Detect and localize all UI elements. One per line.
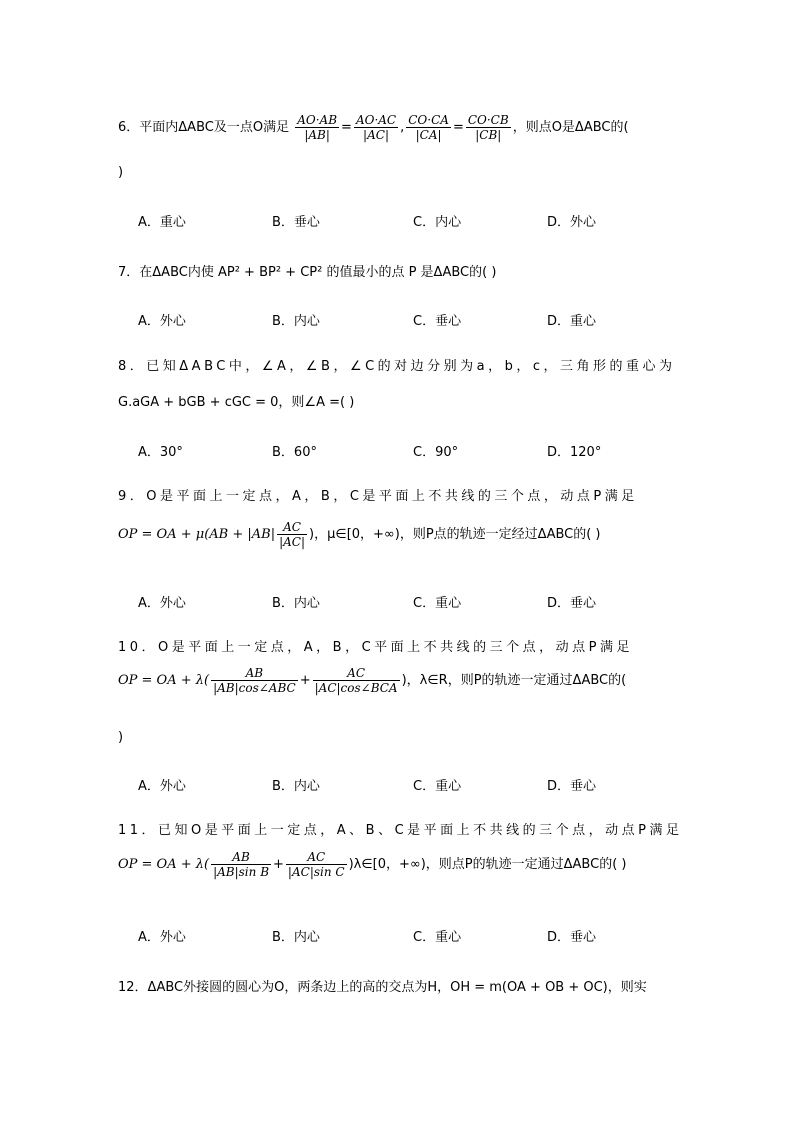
question-lead: 平面内ΔABC及一点O满足: [139, 120, 290, 135]
option-d[interactable]: D．垂心: [547, 930, 597, 945]
formula-part: OP = OA + λ(: [118, 673, 210, 688]
question-7: [118, 261, 678, 280]
question-10-close: ): [118, 730, 124, 745]
question-6: 6．平面内ΔABC及一点O满足 $\frac{AO\cdot AB}{|AB|}$ = $\frac{AO\cdot AC}{|AC|}$ , $\frac{CO\cdot CA}{|CA|}$ = $\frac{CO\cdot CB}{|CB|}$ ，则点O是ΔABC的(: [118, 113, 629, 142]
question-10: [118, 636, 678, 655]
fraction: $\frac{CO\cdot CB}{|CB|}$: [467, 113, 509, 142]
option-d[interactable]: D．垂心: [547, 779, 597, 794]
option-c[interactable]: C．重心: [413, 779, 462, 794]
question-6-close: ): [118, 165, 124, 180]
option-d[interactable]: D．垂心: [547, 596, 597, 611]
option-c[interactable]: C．90°: [413, 445, 459, 460]
fraction: $\frac{AO\cdot AC}{|AC|}$: [355, 113, 397, 142]
option-b[interactable]: B．内心: [272, 779, 320, 794]
question-11-line2: [118, 850, 626, 879]
question-text: 已知O是平面上一定点，A、B、C是平面上不共线的三个点，动点P满足: [158, 823, 683, 838]
option-a[interactable]: A．30°: [138, 445, 183, 460]
question-number: 6．: [118, 120, 140, 135]
option-a[interactable]: A．外心: [138, 779, 186, 794]
question-8: [118, 355, 678, 374]
question-8-line2: G.aGA + bGB + cGC = 0，则∠A =( ): [118, 395, 355, 410]
option-a[interactable]: A．重心: [138, 215, 186, 230]
option-a[interactable]: A．外心: [138, 596, 186, 611]
question-text: O是平面上一定点，A，B，C平面上不共线的三个点，动点P满足: [158, 640, 634, 655]
option-b[interactable]: B．垂心: [272, 215, 320, 230]
question-text: 在ΔABC内使 AP² + BP² + CP² 的值最小的点 P 是ΔABC的( ): [139, 265, 497, 280]
question-number: 8．: [118, 359, 147, 374]
option-d[interactable]: D．120°: [547, 445, 602, 460]
question-text: O是平面上一定点，A，B，C是平面上不共线的三个点，动点P满足: [146, 489, 638, 504]
option-b[interactable]: B．内心: [272, 930, 320, 945]
question-text: ΔABC外接圆的圆心为O，两条边上的高的交点为H，OH = m(OA + OB + OC)，则实: [147, 980, 647, 995]
formula-tail: )，μ∈[0，+∞)，则P点的轨迹一定经过ΔABC的( ): [309, 527, 601, 542]
question-number: 9．: [118, 489, 147, 504]
question-tail: ，则点O是ΔABC的(: [512, 120, 629, 135]
option-b[interactable]: B．内心: [272, 314, 320, 329]
option-c[interactable]: C．垂心: [413, 314, 462, 329]
formula-tail: )，λ∈R，则P的轨迹一定通过ΔABC的(: [401, 673, 627, 688]
option-c[interactable]: C．内心: [413, 215, 462, 230]
fraction: $\frac{AB}{\text{|AB|cos∠ABC}}$: [213, 666, 296, 695]
fraction: $\frac{AC}{|AC|}$: [279, 520, 306, 549]
option-c[interactable]: C．重心: [413, 930, 462, 945]
question-number: 12．: [118, 980, 148, 995]
formula-tail: )λ∈[0，+∞)，则点P的轨迹一定通过ΔABC的( ): [348, 857, 627, 872]
fraction: $\frac{CO\cdot CA}{|CA|}$: [408, 113, 449, 142]
question-9: [118, 485, 678, 504]
option-d[interactable]: D．重心: [547, 314, 597, 329]
question-number: 11．: [118, 823, 159, 838]
plus-sign: +: [273, 857, 284, 872]
option-a[interactable]: A．外心: [138, 930, 186, 945]
formula-part: OP = OA + μ(AB + |AB|: [118, 527, 276, 542]
option-a[interactable]: A．外心: [138, 314, 186, 329]
question-text: 已知ΔABC中，∠A，∠B，∠C的对边分别为a，b，c，三角形的重心为: [146, 359, 676, 374]
plus-sign: +: [299, 673, 311, 688]
option-b[interactable]: B．内心: [272, 596, 320, 611]
option-c[interactable]: C．重心: [413, 596, 462, 611]
formula-part: OP = OA + λ(: [118, 857, 210, 872]
fraction: $\frac{AO\cdot AB}{|AB|}$: [297, 113, 338, 142]
option-b[interactable]: B．60°: [272, 445, 317, 460]
fraction: $\frac{AB}{\text{|AB|sin B}}$: [213, 850, 270, 879]
fraction: $\frac{AC}{\text{|AC|sin C}}$: [287, 850, 345, 879]
question-10-line2: [118, 666, 626, 695]
option-d[interactable]: D．外心: [547, 215, 597, 230]
question-12: [118, 976, 678, 995]
fraction: $\frac{AC}{\text{|AC|cos∠BCA}}$: [314, 666, 398, 695]
question-9-line2: [118, 520, 601, 549]
question-number: 10．: [118, 640, 159, 655]
question-number: 7．: [118, 265, 140, 280]
question-11: [118, 819, 683, 838]
